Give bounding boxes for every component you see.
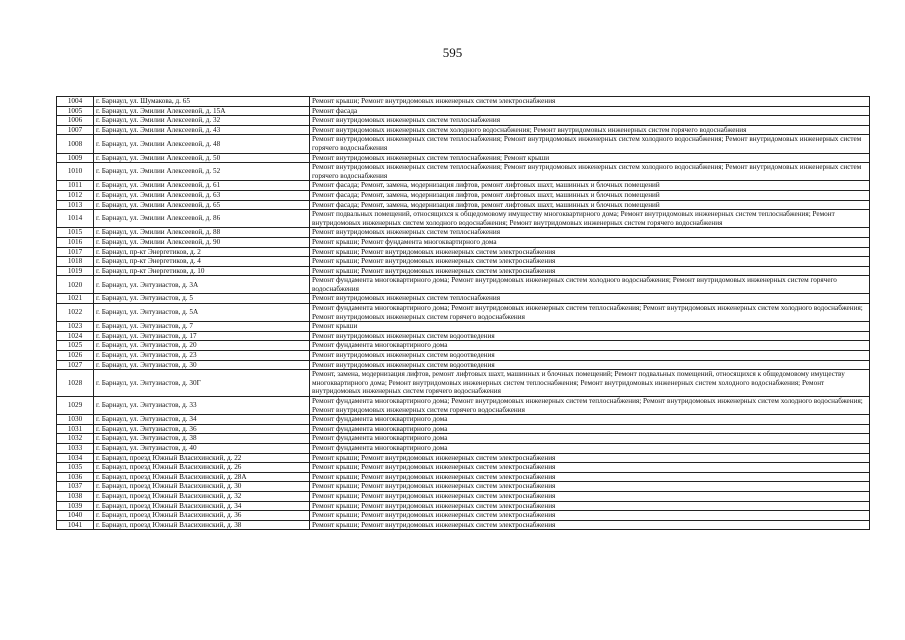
table-row bbox=[57, 163, 870, 181]
address-cell: г. Барнаул, пр-кт Энергетиков, д. 2 bbox=[94, 247, 310, 257]
table-row bbox=[57, 135, 870, 153]
address-cell: г. Барнаул, ул. Энтузиастов, д. 5А bbox=[94, 304, 310, 322]
address-cell: г. Барнаул, ул. Энтузиастов, д. 20 bbox=[94, 341, 310, 351]
work-type-cell: Ремонт крыши; Ремонт фундамента многоквартирного дома bbox=[310, 237, 870, 247]
table-row bbox=[57, 341, 870, 351]
table-row bbox=[57, 97, 870, 107]
work-type-cell: Ремонт крыши; Ремонт внутридомовых инженерных систем электроснабжения bbox=[310, 491, 870, 501]
table-row bbox=[57, 351, 870, 361]
housing-repair-table bbox=[56, 96, 870, 530]
work-type-cell: Ремонт фундамента многоквартирного дома bbox=[310, 434, 870, 444]
table-row bbox=[57, 472, 870, 482]
table-row bbox=[57, 237, 870, 247]
work-type-cell: Ремонт крыши bbox=[310, 322, 870, 332]
table-row bbox=[57, 453, 870, 463]
work-type-cell: Ремонт фундамента многоквартирного дома; Ремонт внутридомовых инженерных систем теплоснабжения; Ремонт внутридомовых инженерных систем холодного водоснабжения; Ремонт внутридомовых инженерных систем горячего водоснабжения bbox=[310, 397, 870, 415]
row-number-cell: 1029 bbox=[57, 397, 94, 415]
work-type-cell: Ремонт фундамента многоквартирного дома bbox=[310, 424, 870, 434]
row-number-cell: 1020 bbox=[57, 276, 94, 294]
address-cell: г. Барнаул, проезд Южный Власихинский, д. 30 bbox=[94, 482, 310, 492]
work-type-cell: Ремонт внутридомовых инженерных систем холодного водоснабжения; Ремонт внутридомовых инженерных систем горячего водоснабжения bbox=[310, 125, 870, 135]
row-number-cell: 1021 bbox=[57, 294, 94, 304]
table-row bbox=[57, 153, 870, 163]
work-type-cell: Ремонт крыши; Ремонт внутридомовых инженерных систем электроснабжения bbox=[310, 472, 870, 482]
table-row bbox=[57, 200, 870, 210]
row-number-cell: 1037 bbox=[57, 482, 94, 492]
table-row bbox=[57, 415, 870, 425]
table-body bbox=[57, 97, 870, 530]
table-row bbox=[57, 424, 870, 434]
row-number-cell: 1005 bbox=[57, 106, 94, 116]
address-cell: г. Барнаул, ул. Эмилии Алексеевой, д. 86 bbox=[94, 210, 310, 228]
row-number-cell: 1012 bbox=[57, 190, 94, 200]
address-cell: г. Барнаул, проезд Южный Власихинский, д. 22 bbox=[94, 453, 310, 463]
table-row bbox=[57, 228, 870, 238]
table-row bbox=[57, 125, 870, 135]
row-number-cell: 1004 bbox=[57, 97, 94, 107]
table-row bbox=[57, 181, 870, 191]
work-type-cell: Ремонт внутридомовых инженерных систем теплоснабжения; Ремонт крыши bbox=[310, 153, 870, 163]
table-row bbox=[57, 331, 870, 341]
row-number-cell: 1036 bbox=[57, 472, 94, 482]
address-cell: г. Барнаул, ул. Энтузиастов, д. 3А bbox=[94, 276, 310, 294]
row-number-cell: 1030 bbox=[57, 415, 94, 425]
row-number-cell: 1006 bbox=[57, 116, 94, 126]
row-number-cell: 1008 bbox=[57, 135, 94, 153]
table-row bbox=[57, 294, 870, 304]
address-cell: г. Барнаул, проезд Южный Власихинский, д. 28А bbox=[94, 472, 310, 482]
address-cell: г. Барнаул, ул. Эмилии Алексеевой, д. 88 bbox=[94, 228, 310, 238]
table-row bbox=[57, 482, 870, 492]
address-cell: г. Барнаул, ул. Эмилии Алексеевой, д. 43 bbox=[94, 125, 310, 135]
table-row bbox=[57, 491, 870, 501]
table-row bbox=[57, 210, 870, 228]
row-number-cell: 1039 bbox=[57, 501, 94, 511]
address-cell: г. Барнаул, ул. Энтузиастов, д. 7 bbox=[94, 322, 310, 332]
row-number-cell: 1019 bbox=[57, 266, 94, 276]
table-row bbox=[57, 322, 870, 332]
work-type-cell: Ремонт внутридомовых инженерных систем теплоснабжения; Ремонт внутридомовых инженерных систем холодного водоснабжения; Ремонт внутридомовых инженерных систем горячего водоснабжения bbox=[310, 135, 870, 153]
address-cell: г. Барнаул, ул. Энтузиастов, д. 40 bbox=[94, 443, 310, 453]
row-number-cell: 1041 bbox=[57, 520, 94, 530]
address-cell: г. Барнаул, ул. Энтузиастов, д. 23 bbox=[94, 351, 310, 361]
address-cell: г. Барнаул, ул. Эмилии Алексеевой, д. 52 bbox=[94, 163, 310, 181]
row-number-cell: 1040 bbox=[57, 511, 94, 521]
work-type-cell: Ремонт крыши; Ремонт внутридомовых инженерных систем электроснабжения bbox=[310, 266, 870, 276]
address-cell: г. Барнаул, проезд Южный Власихинский, д. 26 bbox=[94, 463, 310, 473]
address-cell: г. Барнаул, проезд Южный Власихинский, д. 32 bbox=[94, 491, 310, 501]
address-cell: г. Барнаул, ул. Энтузиастов, д. 5 bbox=[94, 294, 310, 304]
row-number-cell: 1010 bbox=[57, 163, 94, 181]
address-cell: г. Барнаул, пр-кт Энергетиков, д. 10 bbox=[94, 266, 310, 276]
work-type-cell: Ремонт крыши; Ремонт внутридомовых инженерных систем электроснабжения bbox=[310, 453, 870, 463]
row-number-cell: 1031 bbox=[57, 424, 94, 434]
page-number: 595 bbox=[442, 45, 463, 60]
row-number-cell: 1034 bbox=[57, 453, 94, 463]
work-type-cell: Ремонт фундамента многоквартирного дома bbox=[310, 415, 870, 425]
work-type-cell: Ремонт фундамента многоквартирного дома bbox=[310, 341, 870, 351]
row-number-cell: 1028 bbox=[57, 370, 94, 397]
address-cell: г. Барнаул, ул. Эмилии Алексеевой, д. 63 bbox=[94, 190, 310, 200]
address-cell: г. Барнаул, пр-кт Энергетиков, д. 4 bbox=[94, 257, 310, 267]
work-type-cell: Ремонт внутридомовых инженерных систем теплоснабжения bbox=[310, 116, 870, 126]
work-type-cell: Ремонт подвальных помещений, относящихся к общедомовому имуществу многоквартирного дома; Ремонт внутридомовых инженерных систем теплоснабжения; Ремонт внутридомовых инженерных систем холодного водоснабжения; Ремонт внутридомовых инженерных систем горячего водоснабжения bbox=[310, 210, 870, 228]
row-number-cell: 1033 bbox=[57, 443, 94, 453]
work-type-cell: Ремонт внутридомовых инженерных систем теплоснабжения bbox=[310, 228, 870, 238]
work-type-cell: Ремонт внутридомовых инженерных систем водоотведения bbox=[310, 351, 870, 361]
work-type-cell: Ремонт крыши; Ремонт внутридомовых инженерных систем электроснабжения bbox=[310, 482, 870, 492]
work-type-cell: Ремонт фасада; Ремонт, замена, модернизация лифтов, ремонт лифтовых шахт, машинных и блочных помещений bbox=[310, 181, 870, 191]
row-number-cell: 1023 bbox=[57, 322, 94, 332]
row-number-cell: 1009 bbox=[57, 153, 94, 163]
row-number-cell: 1032 bbox=[57, 434, 94, 444]
work-type-cell: Ремонт фасада bbox=[310, 106, 870, 116]
work-type-cell: Ремонт крыши; Ремонт внутридомовых инженерных систем электроснабжения bbox=[310, 463, 870, 473]
table-row bbox=[57, 266, 870, 276]
table-row bbox=[57, 106, 870, 116]
table-row bbox=[57, 501, 870, 511]
table-row bbox=[57, 257, 870, 267]
table-row bbox=[57, 463, 870, 473]
address-cell: г. Барнаул, ул. Энтузиастов, д. 34 bbox=[94, 415, 310, 425]
work-type-cell: Ремонт, замена, модернизация лифтов, ремонт лифтовых шахт, машинных и блочных помещений; Ремонт подвальных помещений, относящихся к общедомовому имуществу многоквартирного дома; Ремонт внутридомовых инженерных систем теплоснабжения; Ремонт внутридомовых инженерных систем холодного водоснабжения; Ремонт внутридомовых инженерных систем горячего водоснабжения bbox=[310, 370, 870, 397]
address-cell: г. Барнаул, ул. Энтузиастов, д. 17 bbox=[94, 331, 310, 341]
row-number-cell: 1025 bbox=[57, 341, 94, 351]
row-number-cell: 1017 bbox=[57, 247, 94, 257]
address-cell: г. Барнаул, ул. Шумакова, д. 65 bbox=[94, 97, 310, 107]
address-cell: г. Барнаул, ул. Эмилии Алексеевой, д. 65 bbox=[94, 200, 310, 210]
address-cell: г. Барнаул, проезд Южный Власихинский, д. 38 bbox=[94, 520, 310, 530]
work-type-cell: Ремонт внутридомовых инженерных систем теплоснабжения; Ремонт внутридомовых инженерных систем холодного водоснабжения; Ремонт внутридомовых инженерных систем горячего водоснабжения bbox=[310, 163, 870, 181]
table-row bbox=[57, 116, 870, 126]
work-type-cell: Ремонт крыши; Ремонт внутридомовых инженерных систем электроснабжения bbox=[310, 97, 870, 107]
row-number-cell: 1011 bbox=[57, 181, 94, 191]
row-number-cell: 1007 bbox=[57, 125, 94, 135]
address-cell: г. Барнаул, ул. Эмилии Алексеевой, д. 90 bbox=[94, 237, 310, 247]
row-number-cell: 1027 bbox=[57, 360, 94, 370]
work-type-cell: Ремонт крыши; Ремонт внутридомовых инженерных систем электроснабжения bbox=[310, 257, 870, 267]
table-row bbox=[57, 370, 870, 397]
row-number-cell: 1013 bbox=[57, 200, 94, 210]
table-row bbox=[57, 360, 870, 370]
work-type-cell: Ремонт фасада; Ремонт, замена, модернизация лифтов, ремонт лифтовых шахт, машинных и блочных помещений bbox=[310, 190, 870, 200]
work-type-cell: Ремонт внутридомовых инженерных систем водоотведения bbox=[310, 360, 870, 370]
work-type-cell: Ремонт крыши; Ремонт внутридомовых инженерных систем электроснабжения bbox=[310, 501, 870, 511]
work-type-cell: Ремонт фасада; Ремонт, замена, модернизация лифтов, ремонт лифтовых шахт, машинных и блочных помещений bbox=[310, 200, 870, 210]
address-cell: г. Барнаул, проезд Южный Власихинский, д. 36 bbox=[94, 511, 310, 521]
address-cell: г. Барнаул, ул. Эмилии Алексеевой, д. 61 bbox=[94, 181, 310, 191]
address-cell: г. Барнаул, ул. Энтузиастов, д. 36 bbox=[94, 424, 310, 434]
row-number-cell: 1015 bbox=[57, 228, 94, 238]
table-row bbox=[57, 443, 870, 453]
table-row bbox=[57, 247, 870, 257]
row-number-cell: 1038 bbox=[57, 491, 94, 501]
work-type-cell: Ремонт внутридомовых инженерных систем теплоснабжения bbox=[310, 294, 870, 304]
work-type-cell: Ремонт фундамента многоквартирного дома; Ремонт внутридомовых инженерных систем холодного водоснабжения; Ремонт внутридомовых инженерных систем горячего водоснабжения bbox=[310, 276, 870, 294]
table-row bbox=[57, 511, 870, 521]
work-type-cell: Ремонт крыши; Ремонт внутридомовых инженерных систем электроснабжения bbox=[310, 511, 870, 521]
work-type-cell: Ремонт крыши; Ремонт внутридомовых инженерных систем электроснабжения bbox=[310, 520, 870, 530]
address-cell: г. Барнаул, ул. Энтузиастов, д. 30Г bbox=[94, 370, 310, 397]
row-number-cell: 1016 bbox=[57, 237, 94, 247]
table-row bbox=[57, 520, 870, 530]
work-type-cell: Ремонт внутридомовых инженерных систем водоотведения bbox=[310, 331, 870, 341]
address-cell: г. Барнаул, проезд Южный Власихинский, д. 34 bbox=[94, 501, 310, 511]
table-row bbox=[57, 304, 870, 322]
row-number-cell: 1024 bbox=[57, 331, 94, 341]
table-row bbox=[57, 276, 870, 294]
address-cell: г. Барнаул, ул. Эмилии Алексеевой, д. 48 bbox=[94, 135, 310, 153]
address-cell: г. Барнаул, ул. Энтузиастов, д. 38 bbox=[94, 434, 310, 444]
row-number-cell: 1026 bbox=[57, 351, 94, 361]
table-row bbox=[57, 434, 870, 444]
address-cell: г. Барнаул, ул. Эмилии Алексеевой, д. 50 bbox=[94, 153, 310, 163]
table-row bbox=[57, 190, 870, 200]
table-row bbox=[57, 397, 870, 415]
work-type-cell: Ремонт крыши; Ремонт внутридомовых инженерных систем электроснабжения bbox=[310, 247, 870, 257]
row-number-cell: 1018 bbox=[57, 257, 94, 267]
address-cell: г. Барнаул, ул. Эмилии Алексеевой, д. 32 bbox=[94, 116, 310, 126]
work-type-cell: Ремонт фундамента многоквартирного дома bbox=[310, 443, 870, 453]
row-number-cell: 1014 bbox=[57, 210, 94, 228]
address-cell: г. Барнаул, ул. Эмилии Алексеевой, д. 15А bbox=[94, 106, 310, 116]
row-number-cell: 1035 bbox=[57, 463, 94, 473]
address-cell: г. Барнаул, ул. Энтузиастов, д. 30 bbox=[94, 360, 310, 370]
work-type-cell: Ремонт фундамента многоквартирного дома; Ремонт внутридомовых инженерных систем теплоснабжения; Ремонт внутридомовых инженерных систем холодного водоснабжения; Ремонт внутридомовых инженерных систем горячего водоснабжения bbox=[310, 304, 870, 322]
address-cell: г. Барнаул, ул. Энтузиастов, д. 33 bbox=[94, 397, 310, 415]
row-number-cell: 1022 bbox=[57, 304, 94, 322]
